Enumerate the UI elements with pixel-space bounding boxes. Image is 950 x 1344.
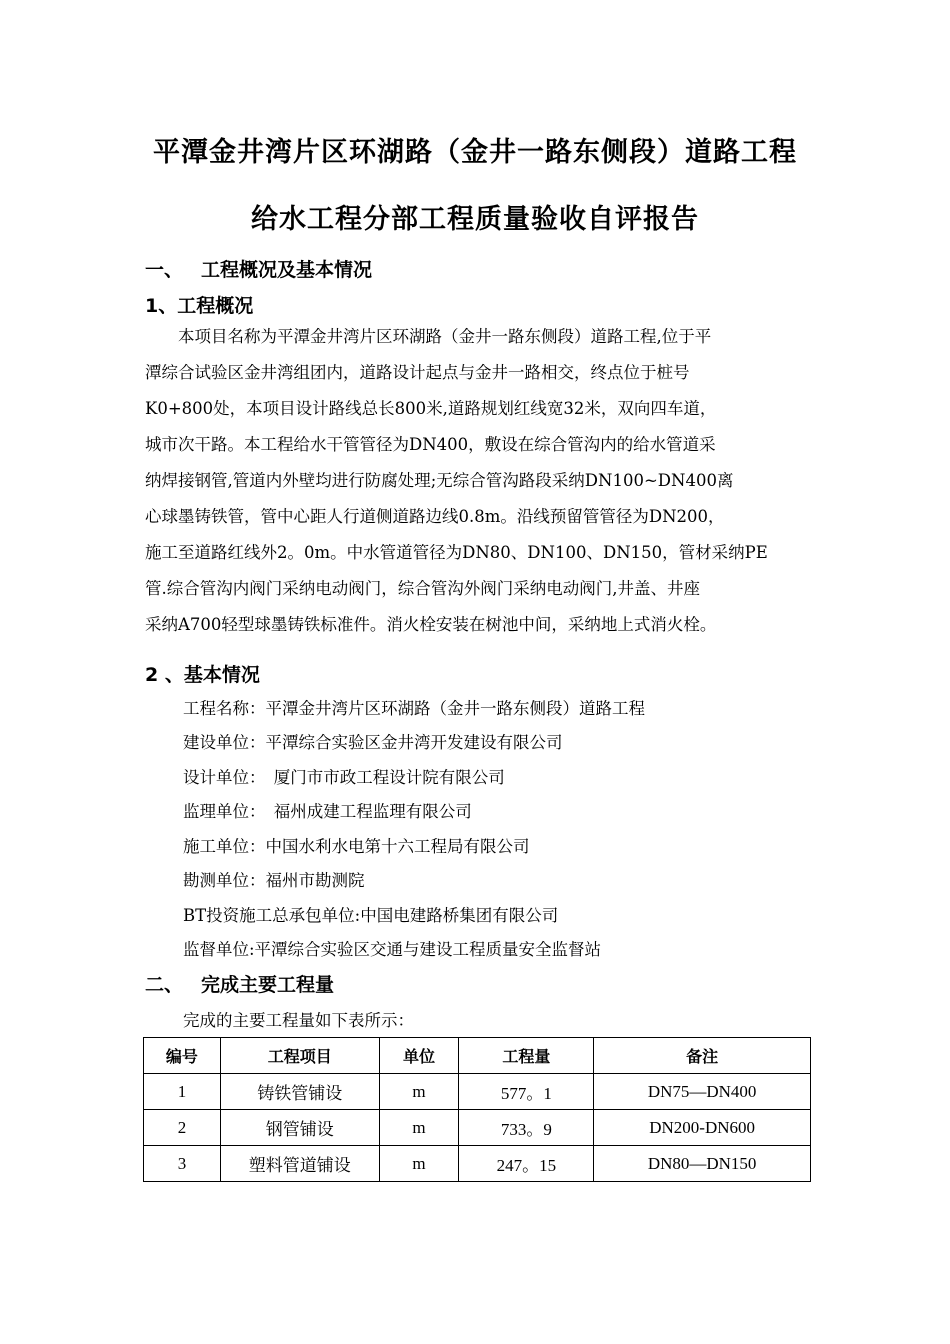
document-title-line2: 给水工程分部工程质量验收自评报告	[251, 204, 699, 235]
paragraph-line: 潭综合试验区金井湾组团内，道路设计起点与金井一路相交，终点位于桩号	[145, 363, 690, 382]
table-cell: 733。9	[459, 1110, 594, 1146]
section1-title: 工程概况及基本情况	[201, 259, 373, 281]
table-cell: 1	[144, 1074, 221, 1110]
section1-heading	[145, 255, 372, 282]
paragraph-line: 城市次干路。本工程给水干管管径为DN400，敷设在综合管沟内的给水管道采	[145, 435, 716, 454]
table-row	[144, 1146, 811, 1182]
header-cell-unit: 单位	[379, 1038, 459, 1074]
paragraph-line: 管.综合管沟内阀门采纳电动阀门，综合管沟外阀门采纳电动阀门,井盖、井座	[145, 579, 700, 598]
table-row	[144, 1074, 811, 1110]
table-cell: DN200-DN600	[594, 1110, 811, 1146]
paragraph-line: 施工至道路红线外2。0m。中水管道管径为DN80、DN100、DN150，管材采纳PE	[145, 543, 768, 562]
table-cell: 钢管铺设	[220, 1110, 379, 1146]
quantities-table	[143, 1037, 811, 1182]
overview-paragraph	[145, 319, 810, 643]
table-header-row	[144, 1038, 811, 1074]
info-owner: 建设单位：平潭综合实验区金井湾开发建设有限公司	[183, 733, 563, 752]
table-cell: DN80—DN150	[594, 1146, 811, 1182]
header-cell-item: 工程项目	[220, 1038, 379, 1074]
section1-number: 一、	[145, 259, 184, 281]
document-title-line1: 平潭金井湾片区环湖路（金井一路东侧段）道路工程	[153, 137, 797, 168]
table-cell: 铸铁管铺设	[220, 1074, 379, 1110]
subsection-overview-heading: 1、工程概况	[145, 295, 254, 317]
info-supervisor: 监理单位： 福州成建工程监理有限公司	[183, 802, 472, 821]
paragraph-line: 纳焊接钢管,管道内外壁均进行防腐处理;无综合管沟路段采纳DN100~DN400离	[145, 471, 734, 490]
paragraph-line: 本项目名称为平潭金井湾片区环湖路（金井一路东侧段）道路工程,位于平	[145, 327, 712, 346]
table-cell: m	[379, 1110, 459, 1146]
table-row	[144, 1110, 811, 1146]
subsection-basic-info-heading: 2 、基本情况	[145, 664, 260, 686]
table-cell: 577。1	[459, 1074, 594, 1110]
header-cell-remarks: 备注	[594, 1038, 811, 1074]
table-cell: 3	[144, 1146, 221, 1182]
table-cell: 塑料管道铺设	[220, 1146, 379, 1182]
info-regulator: 监督单位:平潭综合实验区交通与建设工程质量安全监督站	[183, 940, 602, 959]
table-cell: m	[379, 1074, 459, 1110]
table-cell: 2	[144, 1110, 221, 1146]
section2-heading	[145, 970, 334, 997]
info-bt-contractor: BT投资施工总承包单位:中国电建路桥集团有限公司	[183, 906, 559, 925]
paragraph-line: 采纳A700轻型球墨铸铁标准件。消火栓安装在树池中间，采纳地上式消火栓。	[145, 615, 717, 634]
section2-title: 完成主要工程量	[201, 974, 335, 996]
info-surveyor: 勘测单位：福州市勘测院	[183, 871, 365, 890]
header-cell-number: 编号	[144, 1038, 221, 1074]
table-cell: 247。15	[459, 1146, 594, 1182]
info-designer: 设计单位： 厦门市市政工程设计院有限公司	[183, 768, 505, 787]
section2-number: 二、	[145, 974, 184, 996]
info-project-name: 工程名称：平潭金井湾片区环湖路（金井一路东侧段）道路工程	[183, 699, 645, 718]
table-cell: m	[379, 1146, 459, 1182]
paragraph-line: 心球墨铸铁管，管中心距人行道侧道路边线0.8m。沿线预留管管径为DN200，	[145, 507, 725, 526]
table-cell: DN75—DN400	[594, 1074, 811, 1110]
paragraph-line: K0+800处，本项目设计路线总长800米,道路规划红线宽32米，双向四车道，	[145, 399, 717, 418]
quantities-intro: 完成的主要工程量如下表所示：	[183, 1011, 414, 1030]
info-contractor: 施工单位：中国水利水电第十六工程局有限公司	[183, 837, 530, 856]
header-cell-quantity: 工程量	[459, 1038, 594, 1074]
